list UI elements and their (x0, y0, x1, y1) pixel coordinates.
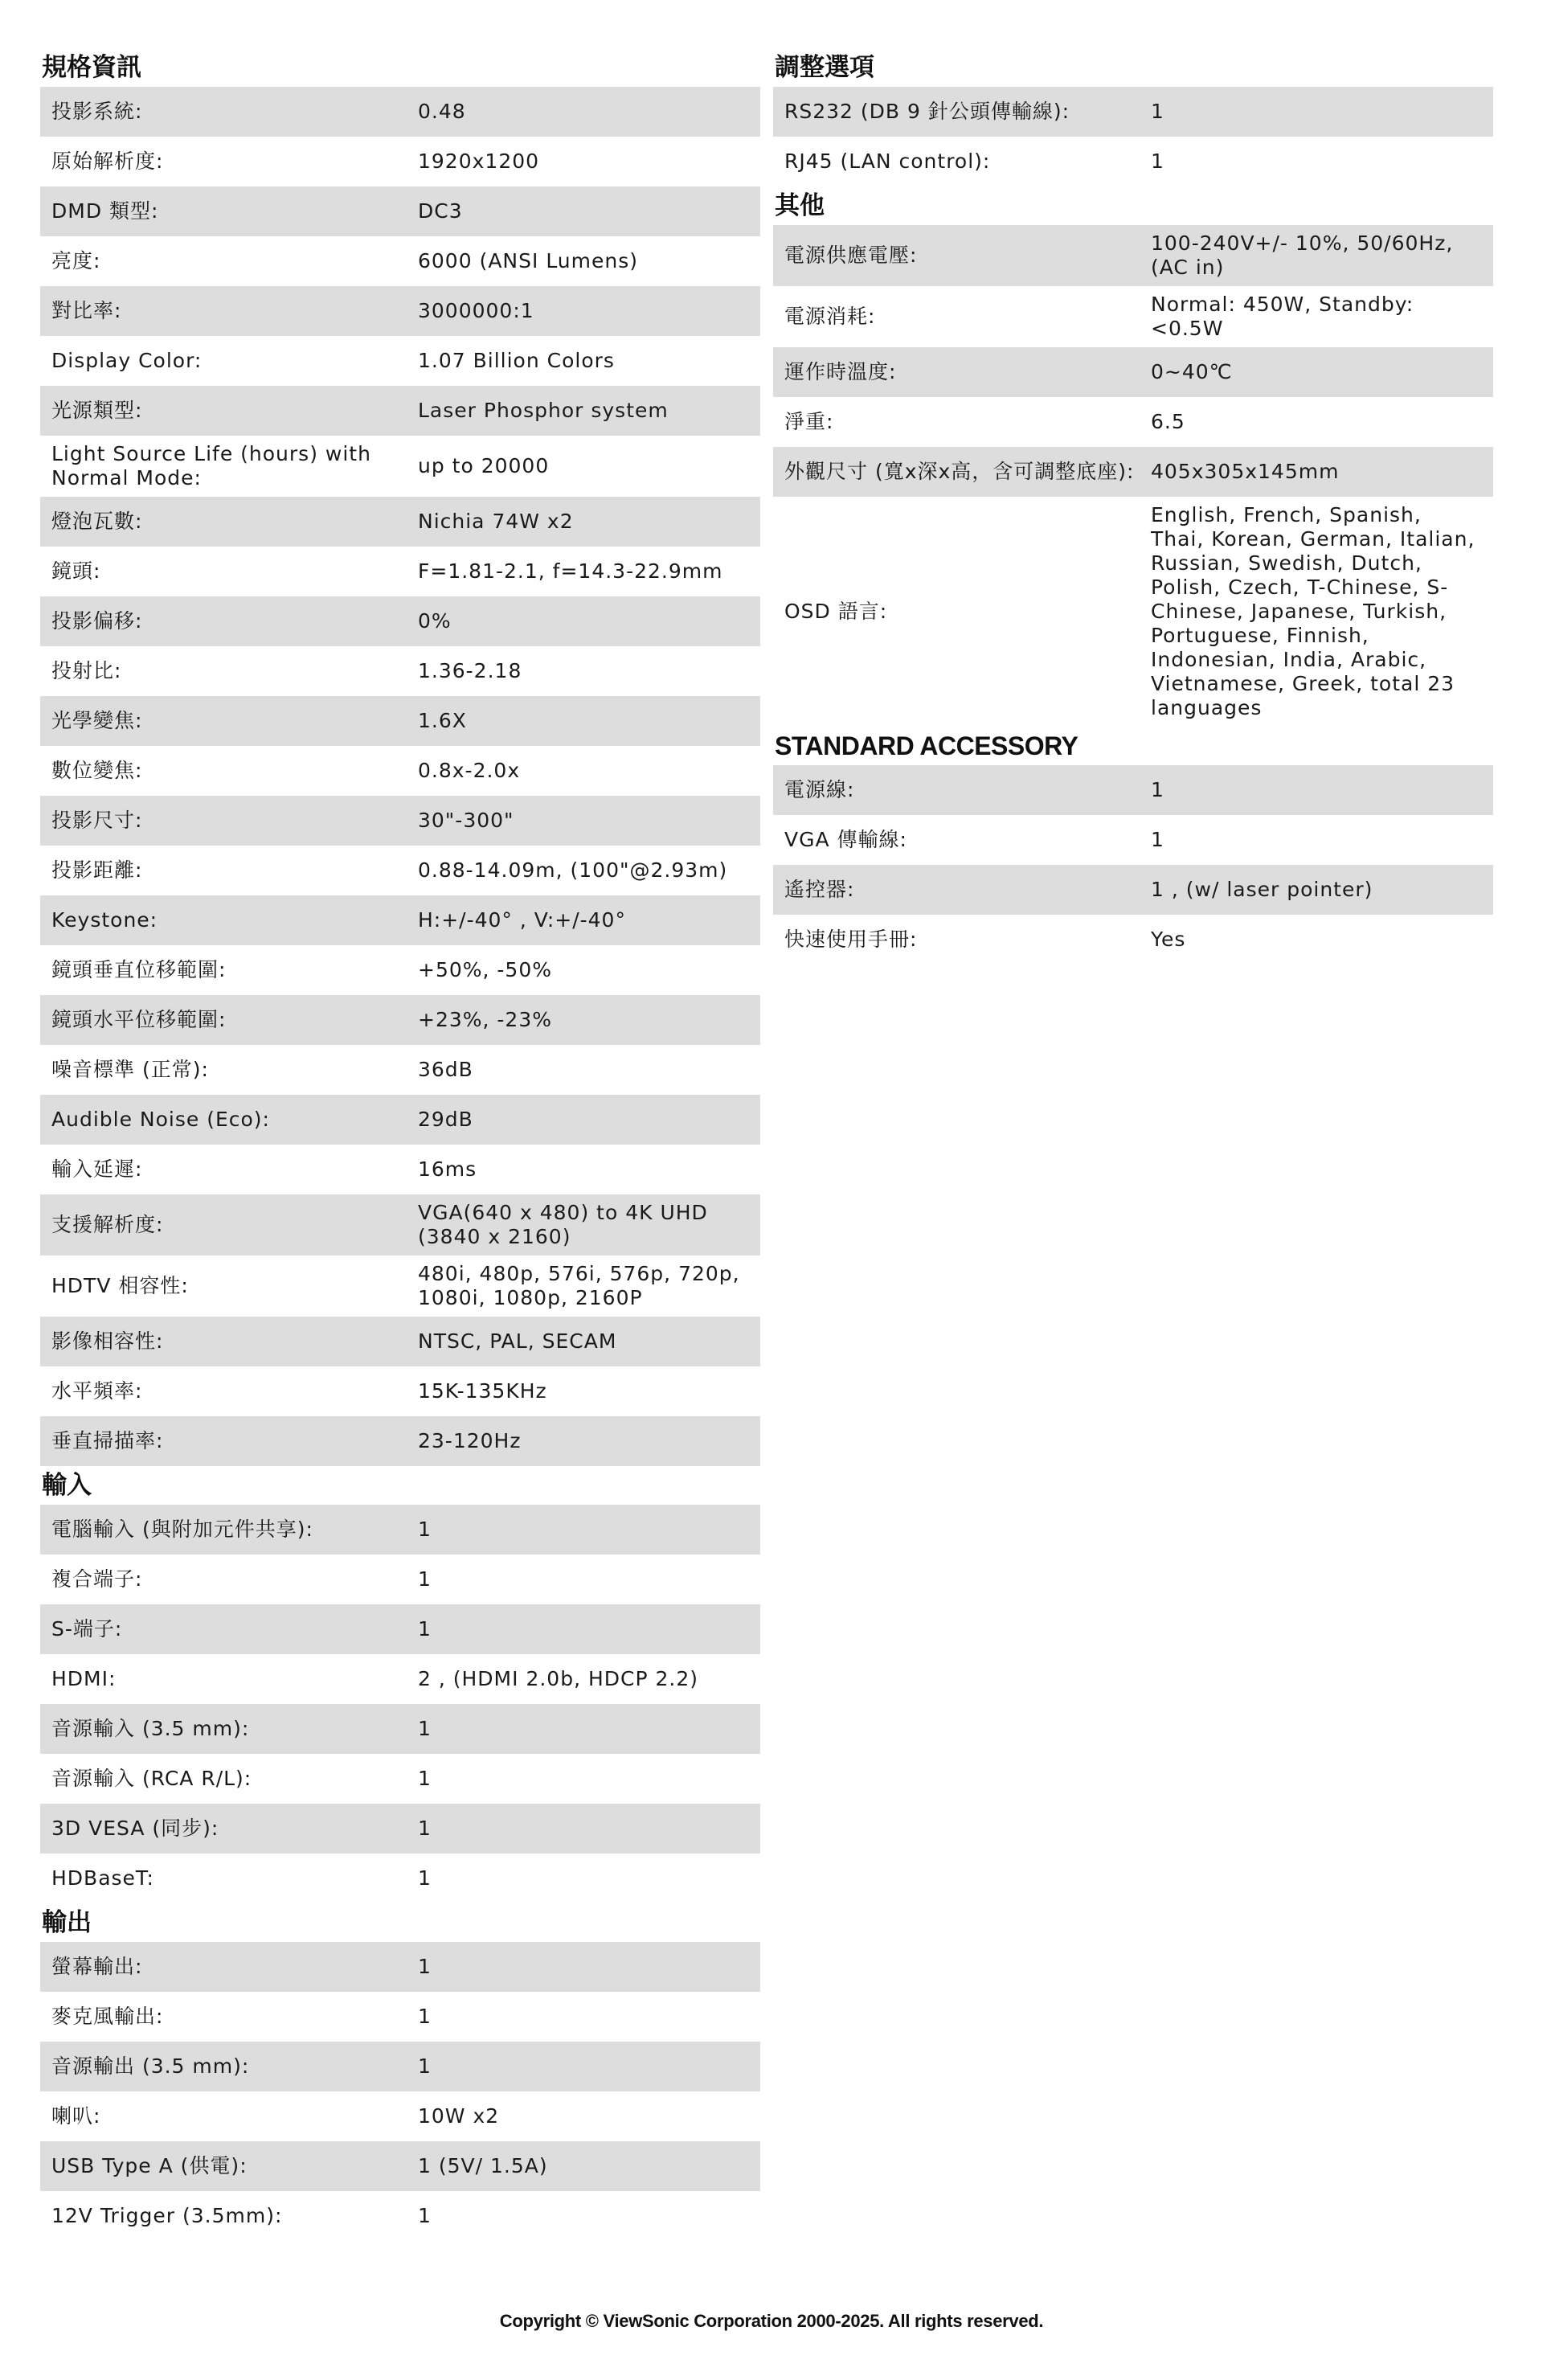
spec-label: 音源輸入 (RCA R/L): (51, 1767, 252, 1790)
spec-label: 複合端子: (51, 1567, 143, 1591)
spec-row (773, 765, 1493, 815)
spec-row (40, 87, 760, 137)
spec-label: 電腦輸入 (與附加元件共享): (51, 1518, 313, 1541)
spec-value: 1 (418, 1767, 432, 1790)
spec-value: Laser Phosphor system (418, 399, 669, 422)
spec-row (40, 1256, 760, 1317)
spec-label: 鏡頭水平位移範圍: (51, 1008, 227, 1031)
spec-label: HDTV 相容性: (51, 1274, 189, 1297)
spec-label: 光源類型: (51, 399, 143, 422)
spec-label: RJ45 (LAN control): (784, 150, 991, 173)
section-title: 規格資訊 (42, 53, 141, 82)
spec-row (40, 796, 760, 846)
spec-row (773, 347, 1493, 397)
spec-value: 2 , (HDMI 2.0b, HDCP 2.2) (418, 1667, 698, 1690)
spec-label: 外觀尺寸 (寬x深x高，含可調整底座): (784, 460, 1135, 483)
section-title: STANDARD ACCESSORY (775, 731, 1078, 760)
spec-value: 1 (418, 1567, 432, 1591)
spec-label: 電源線: (784, 778, 855, 801)
spec-row (40, 2042, 760, 2091)
spec-value: 15K-135KHz (418, 1379, 547, 1403)
spec-row (40, 895, 760, 945)
section-title: 輸出 (42, 1908, 92, 1937)
spec-row (773, 225, 1493, 286)
spec-value: H:+/-40° , V:+/-40° (418, 908, 626, 932)
spec-row (40, 386, 760, 436)
spec-row (40, 137, 760, 186)
spec-row (40, 236, 760, 286)
spec-value: +23%, -23% (418, 1008, 552, 1031)
spec-value: 0.8x-2.0x (418, 759, 521, 782)
spec-label: 投影距離: (51, 858, 143, 882)
spec-value: 0.88-14.09m, (100"@2.93m) (418, 858, 728, 882)
spec-label: USB Type A (供電): (51, 2154, 248, 2177)
spec-value: NTSC, PAL, SECAM (418, 1329, 617, 1353)
spec-row (773, 915, 1493, 965)
spec-label: 快速使用手冊: (784, 928, 918, 951)
spec-row (40, 2191, 760, 2241)
spec-value: 29dB (418, 1108, 473, 1131)
spec-value: DC3 (418, 199, 463, 223)
section-title: 輸入 (42, 1471, 92, 1500)
spec-label: 鏡頭: (51, 559, 101, 583)
spec-value: 1 , (w/ laser pointer) (1151, 878, 1373, 901)
spec-label: 輸入延遲: (51, 1157, 143, 1181)
spec-value: 1 (418, 1717, 432, 1740)
spec-value: 405x305x145mm (1151, 460, 1340, 483)
spec-value: 1 (418, 1817, 432, 1840)
spec-label: S-端子: (51, 1617, 123, 1641)
spec-value: Normal: 450W, Standby: <0.5W (1151, 293, 1414, 340)
spec-value: 0~40℃ (1151, 360, 1233, 383)
spec-label: DMD 類型: (51, 199, 159, 223)
spec-label: HDBaseT: (51, 1866, 154, 1890)
spec-label: 鏡頭垂直位移範圍: (51, 958, 227, 981)
spec-column-right (773, 48, 1493, 965)
spec-row (40, 1145, 760, 1194)
spec-label: 淨重: (784, 410, 834, 433)
spec-value: 1.07 Billion Colors (418, 349, 615, 372)
spec-value: 0.48 (418, 100, 466, 123)
spec-label: 投影尺寸: (51, 809, 143, 832)
spec-row (40, 1942, 760, 1992)
spec-label: 支援解析度: (51, 1213, 164, 1236)
spec-row (40, 596, 760, 646)
section-title: 調整選項 (775, 53, 874, 82)
spec-value: 36dB (418, 1058, 473, 1081)
spec-row (773, 137, 1493, 186)
spec-label: 對比率: (51, 299, 122, 322)
spec-row (773, 815, 1493, 865)
spec-row (40, 995, 760, 1045)
spec-row (40, 547, 760, 596)
spec-row (773, 397, 1493, 447)
spec-row (40, 497, 760, 547)
spec-label: 影像相容性: (51, 1329, 164, 1353)
spec-value: 0% (418, 609, 452, 633)
spec-label: 數位變焦: (51, 759, 143, 782)
spec-value: up to 20000 (418, 454, 550, 477)
spec-label: HDMI: (51, 1667, 117, 1690)
spec-label: 噪音標準 (正常): (51, 1058, 209, 1081)
spec-value: 1 (418, 1518, 432, 1541)
spec-value: 1 (1151, 150, 1164, 173)
spec-row (40, 1804, 760, 1854)
spec-row (40, 746, 760, 796)
spec-value: 1 (1151, 828, 1164, 851)
section-title: 其他 (775, 191, 825, 220)
spec-row (40, 336, 760, 386)
spec-value: 16ms (418, 1157, 477, 1181)
spec-label: 麥克風輸出: (51, 2005, 164, 2028)
spec-row (40, 696, 760, 746)
spec-value: +50%, -50% (418, 958, 552, 981)
spec-label: 投影偏移: (51, 609, 143, 633)
spec-label: 垂直掃描率: (51, 1429, 164, 1452)
spec-label: 12V Trigger (3.5mm): (51, 2204, 283, 2227)
spec-value: 1 (1151, 100, 1164, 123)
spec-label: 原始解析度: (51, 150, 164, 173)
spec-row (773, 497, 1493, 727)
spec-row (40, 436, 760, 497)
spec-value: English, French, Spanish, Thai, Korean, German, Italian, Russian, Swedish, Dutch, Polish, Czech, T-Chinese, S-Chinese, Japanese, Turkish, Portuguese, Finnish, Indonesian, India, Arabic, Vietnamese, Greek, total 23 languages (1151, 503, 1475, 719)
spec-label: RS232 (DB 9 針公頭傳輸線): (784, 100, 1070, 123)
spec-row (40, 846, 760, 895)
spec-label: Light Source Life (hours) with Normal Mode: (51, 442, 371, 490)
spec-row (40, 1854, 760, 1903)
spec-value: Yes (1151, 928, 1186, 951)
spec-label: 3D VESA (同步): (51, 1817, 219, 1840)
spec-label: Display Color: (51, 349, 203, 372)
spec-value: Nichia 74W x2 (418, 510, 574, 533)
spec-row (40, 1045, 760, 1095)
spec-value: 30"-300" (418, 809, 514, 832)
spec-row (40, 286, 760, 336)
spec-row (40, 945, 760, 995)
spec-value: VGA(640 x 480) to 4K UHD (3840 x 2160) (418, 1201, 708, 1248)
spec-label: 投影系統: (51, 100, 143, 123)
spec-label: 水平頻率: (51, 1379, 143, 1403)
spec-row (40, 1317, 760, 1366)
spec-label: 投射比: (51, 659, 122, 682)
spec-label: Audible Noise (Eco): (51, 1108, 270, 1131)
spec-value: 1 (418, 2204, 432, 2227)
spec-value: 1920x1200 (418, 150, 540, 173)
spec-value: 6000 (ANSI Lumens) (418, 249, 639, 272)
spec-label: 喇叭: (51, 2104, 101, 2128)
spec-value: 10W x2 (418, 2104, 500, 2128)
spec-value: 3000000:1 (418, 299, 534, 322)
spec-value: 1 (418, 1617, 432, 1641)
spec-label: Keystone: (51, 908, 158, 932)
spec-row (40, 1366, 760, 1416)
spec-value: 6.5 (1151, 410, 1185, 433)
spec-label: 光學變焦: (51, 709, 143, 732)
spec-row (40, 1992, 760, 2042)
spec-value: 1 (418, 1955, 432, 1978)
spec-value: 23-120Hz (418, 1429, 522, 1452)
spec-value: 1.6X (418, 709, 467, 732)
spec-value: 480i, 480p, 576i, 576p, 720p, 1080i, 1080p, 2160P (418, 1262, 740, 1309)
spec-row (40, 1416, 760, 1466)
spec-row (40, 1194, 760, 1256)
spec-row (40, 1555, 760, 1604)
spec-label: 遙控器: (784, 878, 855, 901)
spec-label: 音源輸出 (3.5 mm): (51, 2054, 250, 2078)
spec-value: 1 (418, 2054, 432, 2078)
spec-value: 1 (1151, 778, 1164, 801)
spec-label: 音源輸入 (3.5 mm): (51, 1717, 250, 1740)
spec-label: 電源消耗: (784, 305, 876, 328)
spec-row (40, 1095, 760, 1145)
spec-row (40, 646, 760, 696)
spec-value: 1 (5V/ 1.5A) (418, 2154, 548, 2177)
spec-label: 電源供應電壓: (784, 244, 918, 267)
spec-row (40, 1604, 760, 1654)
spec-row (40, 2091, 760, 2141)
spec-row (773, 286, 1493, 347)
spec-row (40, 1505, 760, 1555)
spec-label: 螢幕輸出: (51, 1955, 143, 1978)
spec-value: 1 (418, 1866, 432, 1890)
spec-row (773, 865, 1493, 915)
spec-row (40, 1754, 760, 1804)
copyright-footer: Copyright © ViewSonic Corporation 2000-2025. All rights reserved. (499, 2311, 1044, 2331)
spec-row (773, 447, 1493, 497)
spec-row (40, 2141, 760, 2191)
spec-label: 亮度: (51, 249, 101, 272)
spec-value: 1 (418, 2005, 432, 2028)
spec-value: 100-240V+/- 10%, 50/60Hz, (AC in) (1151, 231, 1454, 279)
spec-column-left (40, 48, 760, 2241)
spec-label: OSD 語言: (784, 600, 888, 623)
spec-label: 燈泡瓦數: (51, 510, 143, 533)
spec-row (40, 1654, 760, 1704)
spec-row (40, 1704, 760, 1754)
spec-label: 運作時溫度: (784, 360, 897, 383)
spec-row (40, 186, 760, 236)
spec-label: VGA 傳輸線: (784, 828, 907, 851)
spec-row (773, 87, 1493, 137)
spec-value: F=1.81-2.1, f=14.3-22.9mm (418, 559, 723, 583)
spec-value: 1.36-2.18 (418, 659, 522, 682)
